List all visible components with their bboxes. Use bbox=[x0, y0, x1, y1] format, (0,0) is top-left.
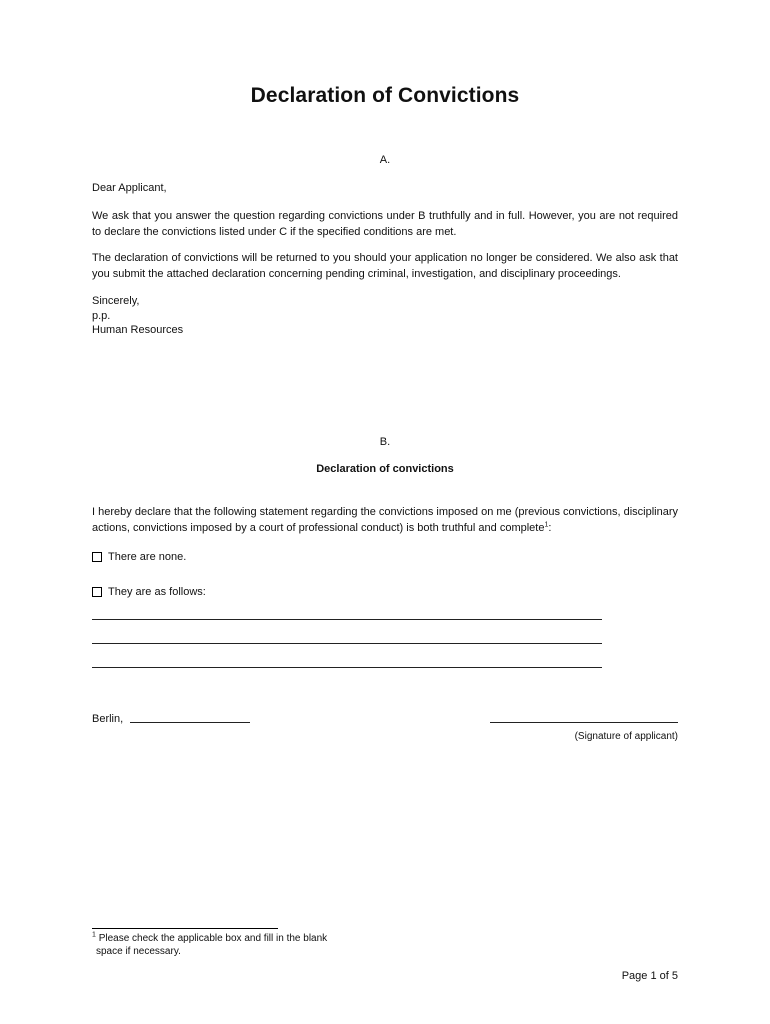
declaration-end: : bbox=[548, 522, 552, 534]
option-follows-label: They are as follows: bbox=[108, 586, 206, 598]
footnote-text-1: Please check the applicable box and fill in the blank bbox=[98, 933, 328, 944]
checkbox-none[interactable] bbox=[92, 552, 102, 562]
department: Human Resources bbox=[92, 324, 184, 336]
section-b-marker: B. bbox=[379, 436, 391, 448]
place-label: Berlin, bbox=[92, 713, 124, 725]
page-number: Page 1 of 5 bbox=[621, 970, 678, 982]
section-a-marker: A. bbox=[379, 154, 391, 166]
declaration-statement bbox=[92, 504, 678, 536]
date-blank-line[interactable] bbox=[130, 722, 250, 723]
footnote-divider bbox=[92, 928, 278, 929]
page-title: Declaration of Convictions bbox=[250, 84, 520, 107]
section-b-heading: Declaration of convictions bbox=[316, 463, 454, 475]
footnote bbox=[92, 932, 327, 958]
convictions-blank-line-1[interactable] bbox=[92, 619, 602, 620]
footnote-ref: 1 bbox=[544, 521, 549, 529]
option-follows-row[interactable] bbox=[92, 586, 206, 598]
convictions-blank-line-3[interactable] bbox=[92, 667, 602, 668]
option-none-row[interactable] bbox=[92, 551, 186, 563]
footnote-text-2: space if necessary. bbox=[96, 946, 181, 957]
closing: Sincerely, bbox=[92, 295, 140, 307]
option-none-label: There are none. bbox=[108, 551, 187, 563]
signature-caption: (Signature of applicant) bbox=[574, 731, 678, 742]
checkbox-follows[interactable] bbox=[92, 587, 102, 597]
footnote-marker: 1 bbox=[92, 931, 96, 939]
intro-paragraph-1: We ask that you answer the question regarding convictions under B truthfully and in full. However, you are not required to declare the convictions listed under C if the specified conditions are met. bbox=[92, 210, 678, 238]
salutation: Dear Applicant, bbox=[92, 182, 167, 194]
declaration-text: I hereby declare that the following statement regarding the convictions imposed on me (previous convictions, disciplinary actions, convictions imposed by a court of professional conduct) is both truthful and complete bbox=[92, 506, 678, 534]
per-procura: p.p. bbox=[92, 310, 111, 322]
signature-blank-line[interactable] bbox=[490, 722, 678, 723]
intro-paragraph-2: The declaration of convictions will be returned to you should your application no longer be considered. We also ask that you submit the attached declaration concerning pending criminal, investigation, and disciplinary proceedings. bbox=[92, 252, 678, 280]
convictions-blank-line-2[interactable] bbox=[92, 643, 602, 644]
